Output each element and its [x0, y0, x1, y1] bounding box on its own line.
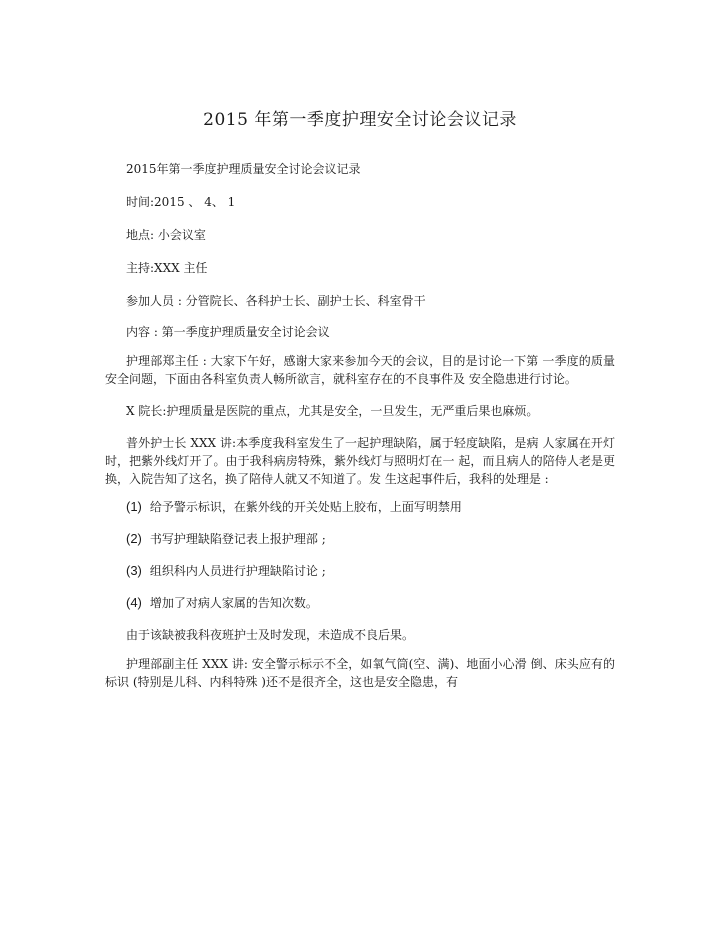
list-item-text: 增加了对病人家属的告知次数。 — [149, 596, 318, 610]
meeting-time: 时间:2015 、 4、 1 — [126, 195, 236, 209]
meeting-place: 地点: 小会议室 — [126, 228, 206, 242]
list-item — [126, 562, 326, 579]
list-item — [126, 594, 318, 611]
paragraph-head-nurse: 普外护士长 XXX 讲:本季度我科室发生了一起护理缺陷，属于轻度缺陷，是病 人家属在开灯时，把紫外线灯开了。由于我科病房特殊，紫外线灯与照明灯在一 起，而且病人的陪侍人老是更换，入院告知了这名，换了陪侍人就又不知道了。发 生这起事件后，我科的处理是 : — [105, 436, 615, 486]
list-item-text: 书写护理缺陷登记表上报护理部 ; — [149, 532, 326, 546]
list-item-number: (4) — [126, 595, 142, 610]
document-title: 2015 年第一季度护理安全讨论会议记录 — [203, 110, 517, 130]
meeting-participants: 参加人员 : 分管院长、各科护士长、副护士长、科室骨干 — [126, 294, 426, 308]
paragraph-deputy-director: 护理部副主任 XXX 讲: 安全警示标示不全，如氧气筒(空、满)、地面小心滑 倒、床头应有的标识 (特别是儿科、内科特殊 )还不是很齐全，这也是安全隐患，有 — [105, 657, 615, 689]
subtitle: 2015年第一季度护理质量安全讨论会议记录 — [126, 162, 361, 176]
list-item-text: 给予警示标识，在紫外线的开关处贴上胶布，上面写明禁用 — [149, 500, 462, 514]
list-item-number: (1) — [126, 499, 142, 514]
list-item — [126, 498, 462, 515]
list-item-number: (2) — [126, 531, 142, 546]
list-item-number: (3) — [126, 563, 142, 578]
paragraph-dean-x: X 院长:护理质量是医院的重点，尤其是安全，一旦发生，无严重后果也麻烦。 — [126, 404, 539, 418]
list-item — [126, 530, 326, 547]
paragraph-director-zheng: 护理部郑主任 : 大家下午好，感谢大家来参加今天的会议，目的是讨论一下第 一季度的质量安全问题，下面由各科室负责人畅所欲言，就科室存在的不良事件及 安全隐患进行讨论。 — [105, 354, 615, 386]
result-statement: 由于该缺被我科夜班护士及时发现，未造成不良后果。 — [126, 628, 415, 642]
meeting-host: 主持:XXX 主任 — [126, 261, 208, 275]
meeting-content: 内容 : 第一季度护理质量安全讨论会议 — [126, 325, 330, 339]
list-item-text: 组织科内人员进行护理缺陷讨论 ; — [149, 564, 326, 578]
